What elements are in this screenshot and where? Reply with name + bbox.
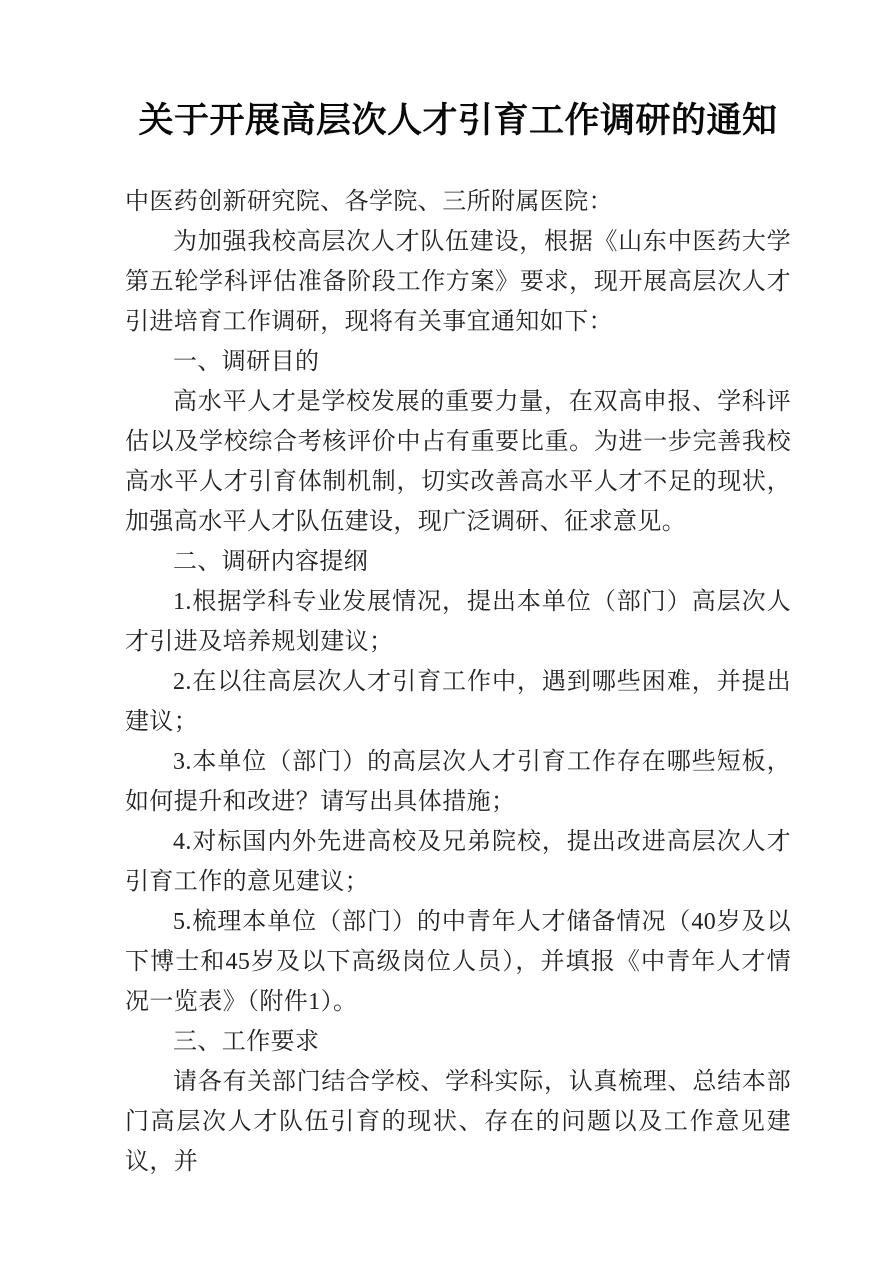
paragraph-purpose: 高水平人才是学校发展的重要力量，在双高申报、学科评估以及学校综合考核评价中占有重要比重。为进一步完善我校高水平人才引育体制机制，切实改善高水平人才不足的现状，加强高水平人才队伍建设，现广泛调研、征求意见。 [125, 389, 791, 535]
list-item-3: 3.本单位（部门）的高层次人才引育工作存在哪些短板，如何提升和改进？请写出具体措施； [125, 749, 791, 815]
list-item-1: 1.根据学科专业发展情况，提出本单位（部门）高层次人才引进及培养规划建议； [125, 589, 791, 655]
section-heading-1: 一、调研目的 [173, 349, 320, 375]
section-heading-2: 二、调研内容提纲 [173, 549, 369, 575]
list-item-2: 2.在以往高层次人才引育工作中，遇到哪些困难，并提出建议； [125, 669, 791, 735]
salutation-line: 中医药创新研究院、各学院、三所附属医院： [125, 189, 613, 215]
list-item-4: 4.对标国内外先进高校及兄弟院校，提出改进高层次人才引育工作的意见建议； [125, 829, 791, 895]
document-title: 关于开展高层次人才引育工作调研的通知 [138, 101, 778, 140]
list-item-5: 5.梳理本单位（部门）的中青年人才储备情况（40岁及以下博士和45岁及以下高级岗位人员），并填报《中青年人才情况一览表》（附件1）。 [125, 909, 791, 1015]
section-heading-3: 三、工作要求 [173, 1029, 320, 1055]
document-body [125, 182, 791, 1182]
paragraph-intro: 为加强我校高层次人才队伍建设，根据《山东中医药大学第五轮学科评估准备阶段工作方案》要求，现开展高层次人才引进培育工作调研，现将有关事宜通知如下： [125, 229, 791, 335]
document-content [125, 0, 791, 1182]
paragraph-requirements: 请各有关部门结合学校、学科实际，认真梳理、总结本部门高层次人才队伍引育的现状、存在的问题以及工作意见建议，并 [125, 1069, 791, 1175]
